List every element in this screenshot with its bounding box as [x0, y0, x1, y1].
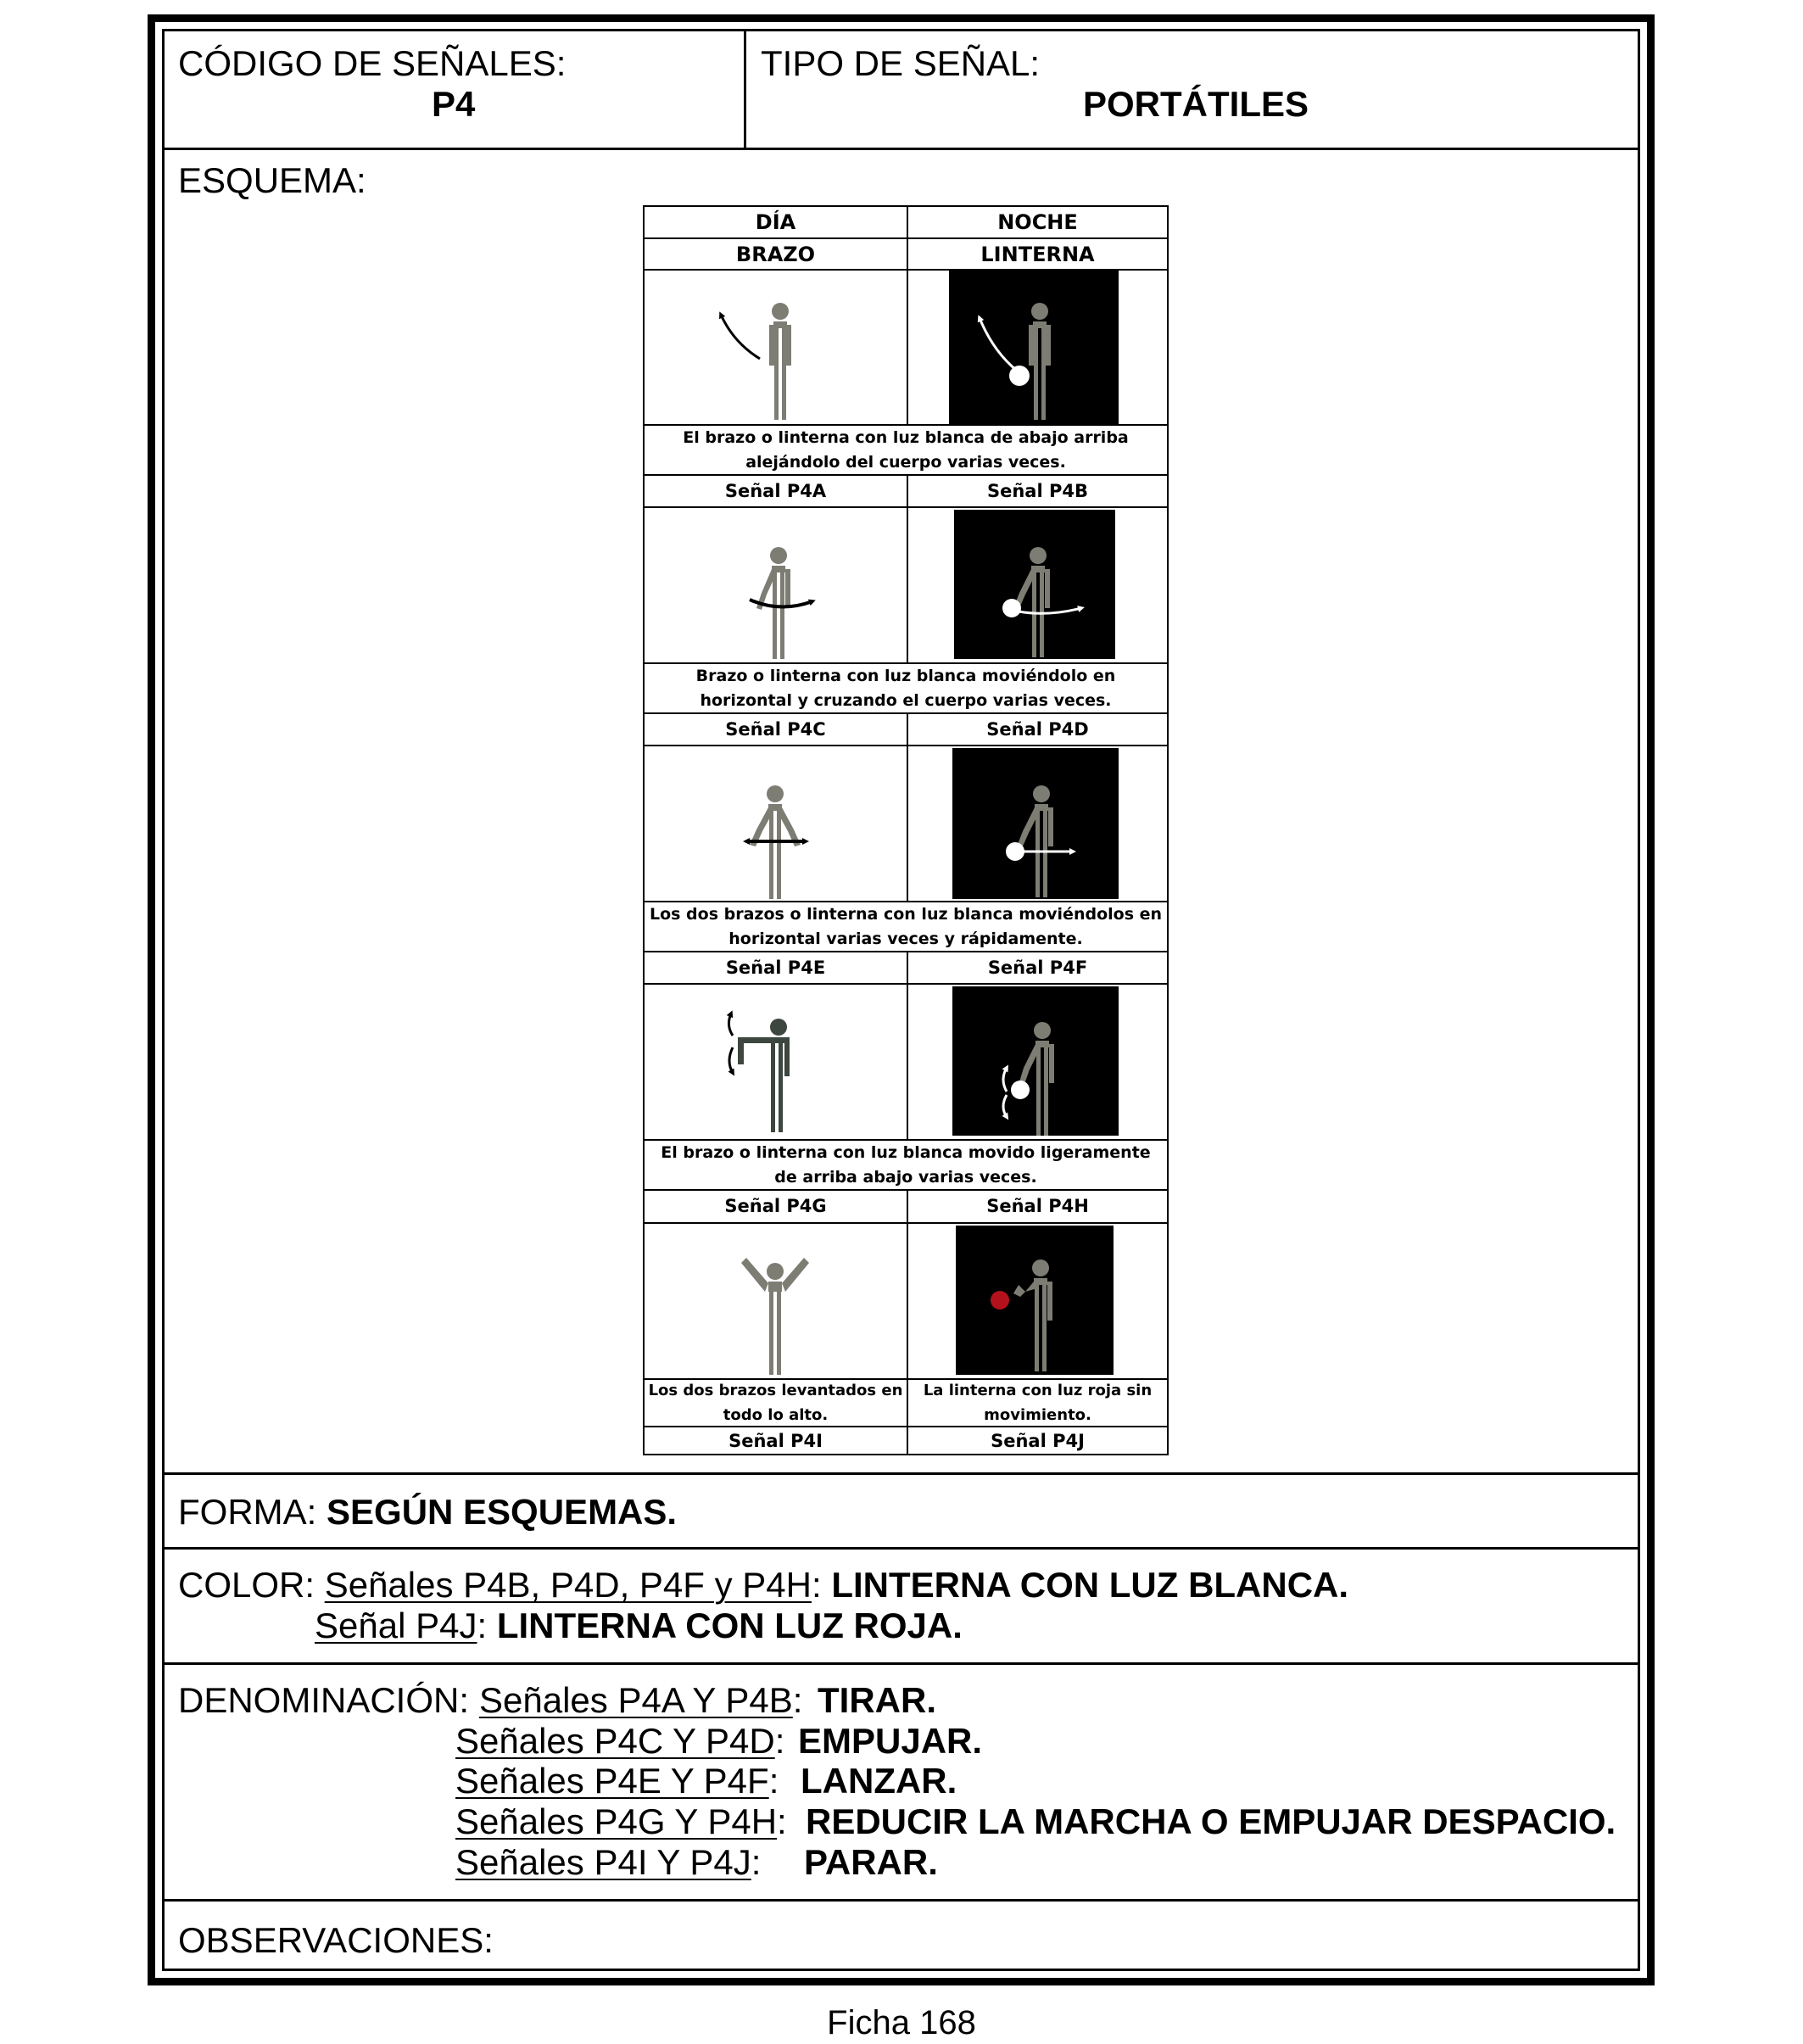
label-p4e: Señal P4E — [725, 957, 826, 978]
codigo-value: P4 — [432, 84, 476, 124]
color-row: COLOR: Señales P4B, P4D, P4F y P4H: LINTERNA CON LUZ BLANCA. Señal P4J: LINTERNA CON LUZ ROJA. — [165, 1547, 1638, 1662]
observaciones-row — [165, 1899, 1638, 1969]
denom-item: Señales P4E Y P4F: — [455, 1761, 779, 1801]
denom-item: Señales P4C Y P4D: — [455, 1721, 785, 1761]
caption-p4i: Los dos brazos levantados en todo lo alto. — [648, 1382, 903, 1424]
figure-arm-updown-icon — [645, 985, 907, 1139]
color-line2-signals: Señal P4J — [315, 1606, 477, 1645]
label-p4h: Señal P4H — [986, 1196, 1089, 1216]
denom-signals: Señales P4E Y P4F — [455, 1761, 769, 1801]
denom-signals: Señales P4I Y P4J — [455, 1842, 751, 1882]
denom-item: Señales P4G Y P4H: — [455, 1801, 787, 1841]
sub-night-header: LINTERNA — [980, 242, 1095, 266]
denom-value: TIRAR. — [818, 1680, 936, 1720]
label-p4a: Señal P4A — [724, 480, 827, 501]
label-p4g: Señal P4G — [724, 1196, 827, 1216]
header-divider — [744, 31, 746, 148]
page-footer: Ficha 168 — [827, 2004, 976, 2041]
caption-p4c-p4d: Brazo o linterna con luz blanca moviéndolo en horizontal y cruzando el cuerpo varias veces. — [695, 666, 1116, 710]
label-p4d: Señal P4D — [986, 718, 1089, 740]
lantern-updown-icon — [908, 985, 1167, 1139]
lantern-horizontal-icon — [908, 746, 1167, 901]
label-p4c: Señal P4C — [725, 718, 826, 740]
signal-sheet — [148, 14, 1655, 1985]
denom-item: Señales P4A Y P4B: — [479, 1680, 803, 1720]
color-line1-value: LINTERNA CON LUZ BLANCA. — [831, 1565, 1349, 1605]
denom-value: LANZAR. — [801, 1761, 957, 1801]
denominacion-row — [165, 1662, 1638, 1899]
esquema-label: ESQUEMA: — [178, 160, 366, 200]
color-line2-value: LINTERNA CON LUZ ROJA. — [496, 1606, 963, 1645]
denom-item: Señales P4I Y P4J: — [455, 1842, 762, 1882]
caption-p4e-p4f: Los dos brazos o linterna con luz blanca moviéndolos en horizontal varias veces y rápidamente. — [649, 904, 1163, 948]
observaciones-label: OBSERVACIONES: — [178, 1920, 494, 1960]
figure-arm-cross-icon — [645, 508, 907, 662]
tipo-label: TIPO DE SEÑAL: — [761, 43, 1041, 83]
header-row — [165, 31, 1638, 148]
lantern-cross-icon — [908, 508, 1167, 662]
signal-grid — [643, 205, 1169, 1455]
denom-signals: Señales P4A Y P4B — [479, 1680, 793, 1720]
figure-both-arms-icon — [645, 746, 907, 901]
caption-p4j: La linterna con luz roja sin movimiento. — [923, 1382, 1153, 1424]
sheet-frame — [162, 29, 1640, 1971]
col-day-header: DÍA — [755, 210, 796, 234]
label-p4j: Señal P4J — [991, 1431, 1085, 1451]
forma-value: SEGÚN ESQUEMAS. — [327, 1492, 678, 1532]
color-line1-signals: Señales P4B, P4D, P4F y P4H — [324, 1565, 812, 1605]
forma-label: FORMA: — [178, 1492, 317, 1532]
col-night-header: NOCHE — [997, 210, 1078, 234]
caption-p4a-p4b: El brazo o linterna con luz blanca de abajo arriba alejándolo del cuerpo varias veces. — [683, 427, 1129, 472]
denom-value: EMPUJAR. — [798, 1721, 983, 1761]
denom-signals: Señales P4G Y P4H — [455, 1801, 778, 1841]
forma-row — [165, 1472, 1638, 1547]
sub-day-header: BRAZO — [735, 242, 816, 266]
denominacion-label: DENOMINACIÓN: — [178, 1680, 470, 1720]
label-p4b: Señal P4B — [986, 480, 1088, 501]
esquema-row — [165, 148, 1638, 1472]
label-p4i: Señal P4I — [728, 1431, 823, 1451]
figure-arm-raise-icon — [645, 271, 907, 424]
tipo-value: PORTÁTILES — [1083, 84, 1309, 124]
red-lantern-icon — [908, 1224, 1167, 1378]
denom-value: REDUCIR LA MARCHA O EMPUJAR DESPACIO. — [806, 1801, 1616, 1841]
caption-p4g-p4h: El brazo o linterna con luz blanca movido ligeramente de arriba abajo varias veces. — [661, 1142, 1151, 1187]
denom-value: PARAR. — [804, 1842, 938, 1882]
figure-arms-up-icon — [645, 1224, 907, 1378]
denom-signals: Señales P4C Y P4D — [455, 1721, 775, 1761]
label-p4f: Señal P4F — [987, 957, 1088, 978]
color-label: COLOR: — [178, 1565, 315, 1605]
codigo-label: CÓDIGO DE SEÑALES: — [178, 43, 567, 83]
lantern-raise-icon — [908, 271, 1167, 424]
